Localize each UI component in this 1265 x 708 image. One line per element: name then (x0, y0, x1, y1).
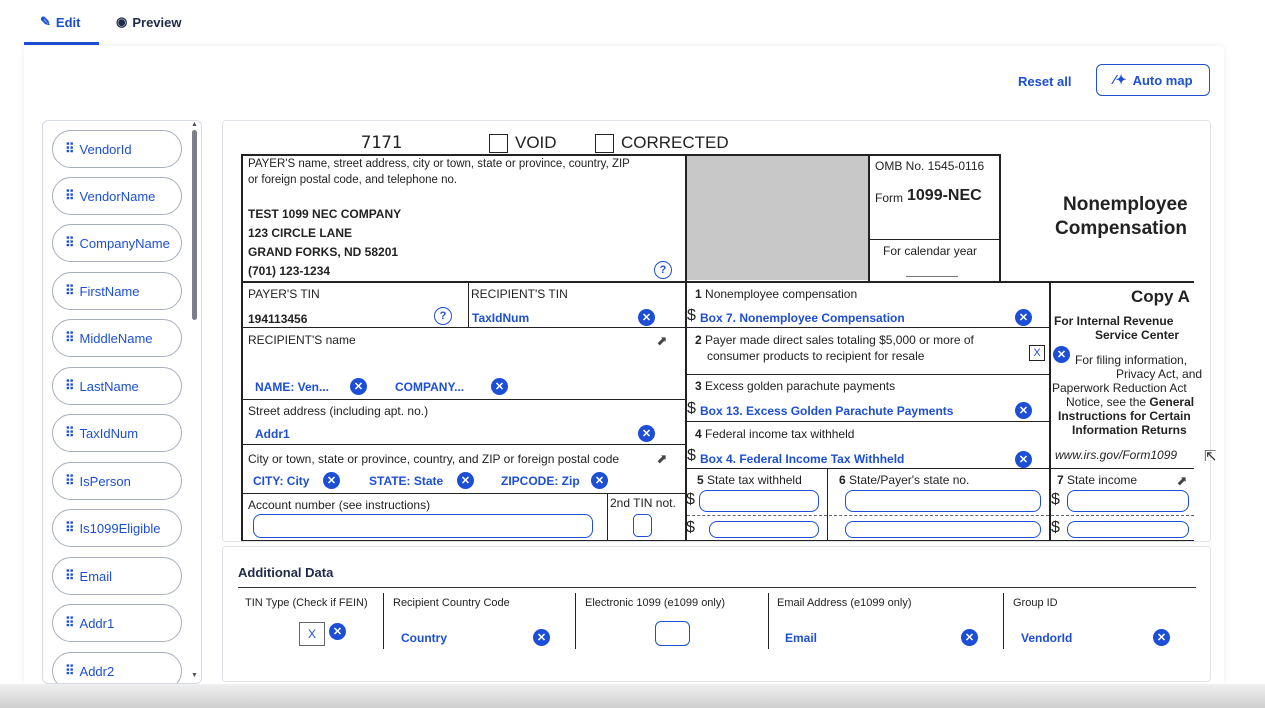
drag-handle-icon[interactable]: ⠿ (65, 615, 74, 630)
drag-handle-icon[interactable]: ⠿ (65, 141, 74, 156)
field-chip-label: FirstName (79, 283, 140, 299)
info-line1: For filing information, (1075, 353, 1188, 367)
scroll-up-arrow-icon[interactable]: ▲ (191, 121, 198, 128)
form-1099-nec (222, 120, 1211, 542)
field-chip-taxidnum[interactable] (52, 414, 182, 452)
box2-label: Payer made direct sales totaling $5,000 or more of (705, 333, 974, 347)
drag-handle-icon[interactable]: ⠿ (65, 473, 74, 488)
field-chip-label: VendorName (79, 188, 156, 204)
reset-all-button[interactable]: Reset all (1018, 74, 1072, 89)
box6-state-no-input-2[interactable] (845, 521, 1041, 538)
box2-label-2: consumer products to recipient for resale (707, 349, 925, 363)
grid-line (868, 154, 870, 281)
divider (575, 593, 576, 649)
info-line5: Instructions for Certain (1058, 409, 1191, 423)
eye-icon: ◉ (116, 14, 128, 29)
grid-line (241, 327, 685, 328)
field-chip-label: Addr2 (79, 663, 115, 679)
box6-number: 6 (839, 473, 846, 487)
zip-mapped[interactable]: ZIPCODE: Zip (501, 474, 580, 488)
field-chip-firstname[interactable] (52, 272, 182, 310)
payer-tin-value: 194113456 (248, 312, 308, 326)
drag-handle-icon[interactable]: ⠿ (65, 330, 74, 345)
group-id-mapped[interactable]: VendorId (1021, 631, 1073, 645)
box7-state-income-input-1[interactable] (1067, 490, 1189, 512)
field-chip-addr2[interactable] (52, 652, 182, 684)
box2-number: 2 (695, 333, 702, 347)
payer-tin-label: PAYER'S TIN (248, 287, 320, 301)
divider (383, 593, 384, 649)
grid-line (685, 374, 1049, 375)
group-id-label: Group ID (1013, 597, 1058, 609)
grid-line (868, 239, 999, 240)
box5-number: 5 (697, 473, 704, 487)
state-mapped[interactable]: STATE: State (369, 474, 444, 488)
grid-line (241, 493, 685, 494)
field-chip-addr1[interactable] (52, 604, 182, 642)
remove-mapping-icon[interactable]: ✕ (591, 472, 608, 489)
remove-mapping-icon[interactable]: ✕ (491, 378, 508, 395)
irs-url: www.irs.gov/Form1099 (1055, 448, 1178, 462)
field-chip-label: Email (79, 568, 113, 584)
irs-line2: Service Center (1095, 328, 1180, 342)
copy-a-label: Copy A (1131, 287, 1190, 306)
corrected-label: CORRECTED (621, 133, 729, 152)
remove-mapping-icon[interactable]: ✕ (1015, 451, 1032, 468)
field-chip-label: Is1099Eligible (79, 520, 161, 536)
electronic-label: Electronic 1099 (e1099 only) (585, 597, 726, 609)
remove-mapping-icon[interactable]: ✕ (457, 472, 474, 489)
grid-line (241, 154, 243, 541)
tin-type-label: TIN Type (Check if FEIN) (245, 597, 368, 609)
grid-line (827, 468, 828, 541)
drag-handle-icon[interactable]: ⠿ (65, 188, 74, 203)
remove-mapping-icon[interactable]: ✕ (323, 472, 340, 489)
field-chip-label: VendorId (79, 141, 132, 157)
field-chip-is1099eligible[interactable] (52, 509, 182, 547)
window-bottom-edge (0, 684, 1265, 708)
info-line4: Notice, see the (1066, 395, 1147, 409)
recipient-company-mapped[interactable]: COMPANY... (395, 380, 465, 394)
box7-label: State income (1067, 473, 1138, 487)
dollar-sign: $ (687, 400, 696, 417)
box5-label: State tax withheld (707, 473, 802, 487)
calendar-year-label: For calendar year (883, 244, 978, 258)
remove-mapping-icon[interactable]: ✕ (1053, 346, 1070, 363)
account-label: Account number (see instructions) (248, 498, 431, 512)
tab-edit-label: Edit (55, 14, 81, 30)
box4-label: Federal income tax withheld (705, 427, 855, 441)
email-mapped[interactable]: Email (785, 631, 818, 645)
open-external-icon[interactable]: ⬈ (1176, 473, 1188, 488)
info-line3: Paperwork Reduction Act (1052, 381, 1187, 395)
dollar-sign: $ (686, 519, 695, 536)
remove-mapping-icon[interactable]: ✕ (533, 629, 550, 646)
second-tin-checkbox[interactable] (633, 514, 652, 537)
remove-mapping-icon[interactable]: ✕ (638, 425, 655, 442)
irs-line1: For Internal Revenue (1054, 314, 1174, 328)
open-external-icon[interactable]: ⬈ (656, 451, 668, 466)
dollar-sign: $ (687, 447, 696, 464)
help-icon[interactable]: ? (434, 307, 452, 325)
payer-label: PAYER'S name, street address, city or town, state or province, country, ZIP (248, 158, 630, 170)
tab-preview[interactable] (116, 14, 182, 30)
help-icon[interactable]: ? (654, 261, 672, 279)
grid-line (241, 154, 999, 156)
form-title-line2: Compensation (1055, 218, 1187, 239)
void-checkbox[interactable] (489, 134, 508, 153)
email-label: Email Address (e1099 only) (777, 597, 912, 609)
tin-type-checkbox[interactable]: X (299, 622, 325, 646)
grid-line (468, 281, 469, 327)
payer-label-2: or foreign postal code, and telephone no. (248, 174, 458, 186)
info-line6: Information Returns (1072, 423, 1187, 437)
recipient-tin-label: RECIPIENT'S TIN (471, 287, 568, 301)
drag-handle-icon[interactable]: ⠿ (65, 425, 74, 440)
drag-handle-icon[interactable]: ⠿ (65, 283, 74, 298)
auto-map-button[interactable] (1096, 64, 1210, 96)
remove-mapping-icon[interactable]: ✕ (638, 309, 655, 326)
remove-mapping-icon[interactable]: ✕ (1153, 629, 1170, 646)
scroll-down-arrow-icon[interactable]: ▼ (191, 672, 198, 679)
field-chip-isperson[interactable] (52, 462, 182, 500)
field-chip-label: Addr1 (79, 615, 115, 631)
divider (1003, 593, 1004, 649)
remove-mapping-icon[interactable]: ✕ (350, 378, 367, 395)
electronic-1099-toggle[interactable] (655, 621, 690, 646)
sidebar-scrollbar[interactable] (192, 130, 197, 320)
grid-line (241, 444, 685, 445)
recipient-name-mapped[interactable]: NAME: Ven... (255, 380, 330, 394)
year-underline (906, 276, 958, 277)
box5-state-tax-input-1[interactable] (699, 490, 819, 512)
remove-mapping-icon[interactable]: ✕ (1015, 402, 1032, 419)
remove-mapping-icon[interactable]: ✕ (329, 623, 346, 640)
payer-phone: (701) 123-1234 (248, 264, 331, 278)
grid-line (241, 281, 1194, 283)
grid-line (999, 154, 1001, 281)
city-label: City or town, state or province, country, and ZIP or foreign postal code (248, 452, 620, 466)
country-mapped[interactable]: Country (401, 631, 447, 645)
field-chip-label: IsPerson (79, 473, 131, 489)
box7-number: 7 (1057, 473, 1064, 487)
field-chip-label: CompanyName (79, 235, 170, 251)
grid-line (241, 399, 685, 400)
street-label: Street address (including apt. no.) (248, 404, 429, 418)
box1-number: 1 (695, 287, 702, 301)
tab-edit[interactable] (40, 14, 80, 30)
pencil-icon: ✎ (40, 14, 51, 29)
box1-mapped[interactable]: Box 7. Nonemployee Compensation (700, 311, 905, 325)
form-number: 7171 (361, 133, 402, 153)
field-chip-vendorid[interactable] (52, 130, 182, 168)
remove-mapping-icon[interactable]: ✕ (1015, 309, 1032, 326)
box3-number: 3 (695, 379, 702, 393)
void-label: VOID (515, 133, 557, 152)
field-chip-middlename[interactable] (52, 319, 182, 357)
form-title-line1: Nonemployee (1063, 194, 1188, 215)
grid-line (241, 540, 1194, 542)
grid-line (685, 327, 1049, 328)
payer-street: 123 CIRCLE LANE (248, 226, 353, 240)
box4-number: 4 (695, 427, 702, 441)
field-chip-label: MiddleName (79, 330, 153, 346)
box3-mapped[interactable]: Box 13. Excess Golden Parachute Payments (700, 404, 954, 418)
info-line4-bold: General (1149, 395, 1195, 409)
additional-data-title: Additional Data (238, 565, 334, 580)
corrected-checkbox[interactable] (595, 134, 614, 153)
drag-handle-icon[interactable]: ⠿ (65, 378, 74, 393)
field-chip-label: TaxIdNum (79, 425, 139, 441)
field-chip-lastname[interactable] (52, 367, 182, 405)
dashed-divider (1051, 515, 1194, 516)
dollar-sign: $ (1051, 491, 1060, 508)
country-label: Recipient Country Code (393, 597, 510, 609)
box2-checkbox[interactable]: X (1029, 345, 1045, 361)
field-chip-vendorname[interactable] (52, 177, 182, 215)
mode-tabs (0, 0, 1265, 46)
drag-handle-icon[interactable]: ⠿ (65, 235, 74, 250)
field-chip-companyname[interactable] (52, 224, 182, 262)
form-name: 1099-NEC (907, 187, 982, 204)
box1-label: Nonemployee compensation (705, 287, 858, 301)
recipient-tin-mapped[interactable]: TaxIdNum (472, 311, 530, 325)
city-mapped[interactable]: CITY: City (253, 474, 310, 488)
second-tin-label: 2nd TIN not. (610, 496, 676, 510)
box7-state-income-input-2[interactable] (1067, 521, 1189, 538)
magic-wand-icon: ⁄✦ (1113, 72, 1127, 87)
grid-line (685, 421, 1049, 422)
grid-line (607, 493, 608, 541)
drag-handle-icon[interactable]: ⠿ (65, 520, 74, 535)
account-number-input[interactable] (253, 514, 593, 538)
payer-name: TEST 1099 NEC COMPANY (248, 207, 402, 221)
drag-handle-icon[interactable]: ⠿ (65, 663, 74, 678)
box6-label: State/Payer's state no. (849, 473, 970, 487)
grid-line (685, 468, 1194, 469)
dashed-divider (829, 515, 1049, 516)
dashed-divider (687, 515, 827, 516)
box4-mapped[interactable]: Box 4. Federal Income Tax Withheld (700, 452, 905, 466)
tab-preview-label: Preview (132, 14, 182, 30)
box5-state-tax-input-2[interactable] (709, 521, 819, 538)
omb-number: OMB No. 1545-0116 (875, 159, 985, 173)
dollar-sign: $ (686, 491, 695, 508)
mouse-cursor-icon: ⇱ (1204, 448, 1217, 465)
active-tab-indicator (24, 42, 99, 45)
box3-label: Excess golden parachute payments (705, 379, 896, 393)
box6-state-no-input-1[interactable] (845, 490, 1041, 512)
field-list (42, 120, 202, 684)
dollar-sign: $ (687, 307, 696, 324)
street-mapped[interactable]: Addr1 (255, 427, 290, 441)
auto-map-label: Auto map (1132, 72, 1193, 88)
field-chip-label: LastName (79, 378, 139, 394)
field-chip-email[interactable] (52, 557, 182, 595)
dollar-sign: $ (1051, 519, 1060, 536)
divider (768, 593, 769, 649)
recipient-name-label: RECIPIENT'S name (248, 333, 356, 347)
payer-city: GRAND FORKS, ND 58201 (248, 245, 399, 259)
open-external-icon[interactable]: ⬈ (656, 333, 668, 348)
gray-reserved-area (687, 156, 868, 280)
drag-handle-icon[interactable]: ⠿ (65, 568, 74, 583)
info-line2: Privacy Act, and (1116, 367, 1203, 381)
additional-data-panel (222, 546, 1211, 682)
form-prefix: Form (875, 191, 903, 205)
divider (238, 587, 1196, 588)
remove-mapping-icon[interactable]: ✕ (961, 629, 978, 646)
